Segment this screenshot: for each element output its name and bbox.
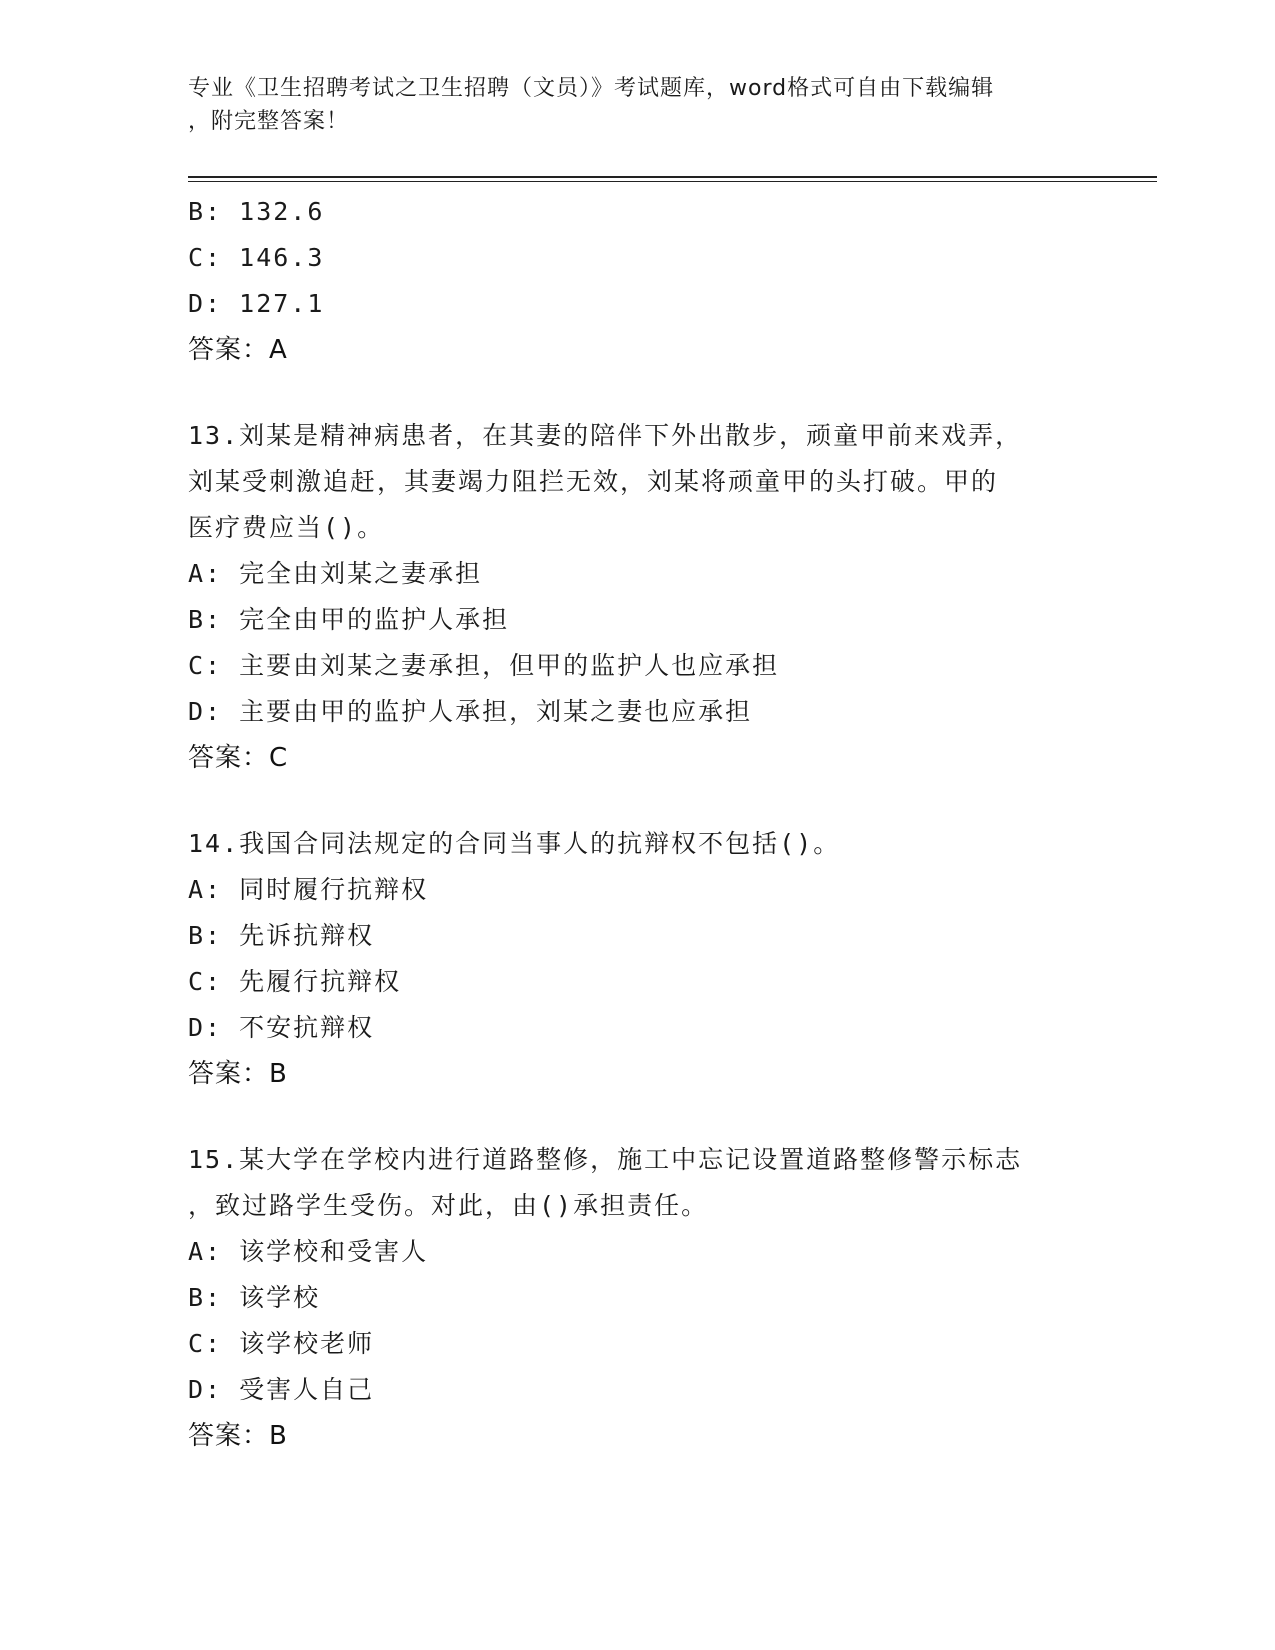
document-header: [188, 72, 1088, 138]
answer-line: 答案：C: [188, 743, 289, 773]
header-divider-thick: [188, 176, 1157, 178]
question-stem: 医疗费应当()。: [188, 513, 385, 542]
option-a: A: 完全由刘某之妻承担: [188, 559, 483, 588]
option-b: B: 该学校: [188, 1283, 321, 1312]
option-c: C: 先履行抗辩权: [188, 967, 402, 996]
question-15: [188, 1137, 1088, 1459]
option-c: C: 主要由刘某之妻承担，但甲的监护人也应承担: [188, 651, 780, 680]
question-stem: ，致过路学生受伤。对此，由()承担责任。: [188, 1191, 709, 1220]
answer-line: 答案：B: [188, 1421, 288, 1451]
option-d: D: 受害人自己: [188, 1375, 375, 1404]
option-b: B: 先诉抗辩权: [188, 921, 375, 950]
option-a: A: 同时履行抗辩权: [188, 875, 429, 904]
header-divider-thin: [188, 181, 1157, 182]
option-d: D: 主要由甲的监护人承担，刘某之妻也应承担: [188, 697, 753, 726]
spacer: [188, 373, 1088, 413]
question-stem: 13.刘某是精神病患者，在其妻的陪伴下外出散步，顽童甲前来戏弄，: [188, 421, 1023, 450]
header-line-1: 专业《卫生招聘考试之卫生招聘（文员）》考试题库，word格式可自由下载编辑: [188, 76, 995, 101]
option-c: C: 该学校老师: [188, 1329, 375, 1358]
option-c: C: 146.3: [188, 243, 325, 272]
question-stem: 14.我国合同法规定的合同当事人的抗辩权不包括()。: [188, 829, 841, 858]
option-b: B: 完全由甲的监护人承担: [188, 605, 510, 634]
option-d: D: 127.1: [188, 289, 325, 318]
question-stem: 15.某大学在学校内进行道路整修，施工中忘记设置道路整修警示标志: [188, 1145, 1023, 1174]
previous-question-fragment: [188, 189, 1088, 373]
question-13: [188, 413, 1088, 781]
option-d: D: 不安抗辩权: [188, 1013, 375, 1042]
answer-line: 答案：B: [188, 1059, 288, 1089]
header-line-2: ，附完整答案！: [188, 109, 350, 134]
answer-line: 答案：A: [188, 335, 288, 365]
question-list: [188, 189, 1088, 1459]
option-b: B: 132.6: [188, 197, 325, 226]
option-a: A: 该学校和受害人: [188, 1237, 429, 1266]
question-stem: 刘某受刺激追赶，其妻竭力阻拦无效，刘某将顽童甲的头打破。甲的: [188, 467, 999, 496]
spacer: [188, 781, 1088, 821]
question-14: [188, 821, 1088, 1097]
spacer: [188, 1097, 1088, 1137]
